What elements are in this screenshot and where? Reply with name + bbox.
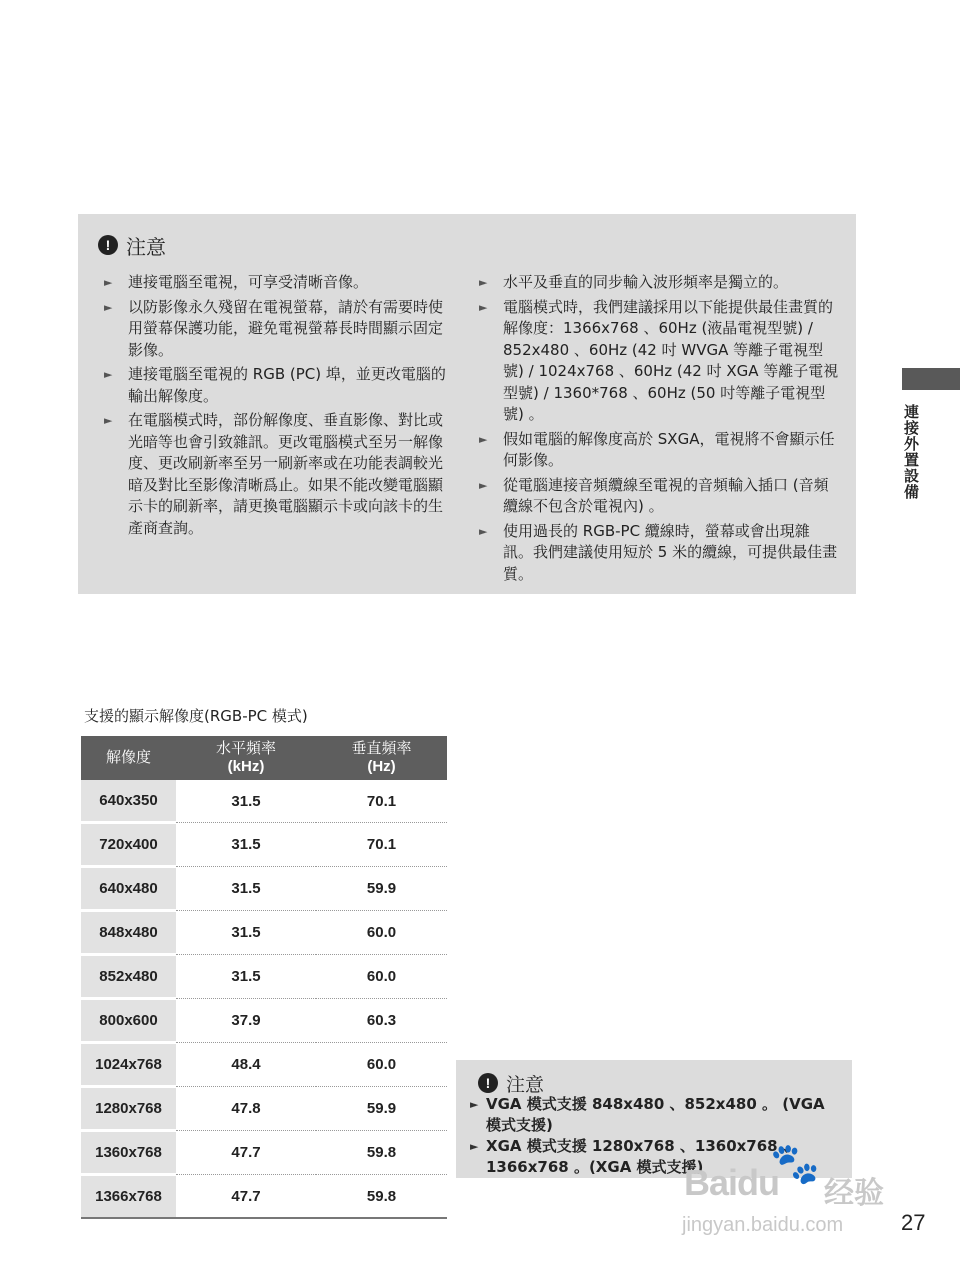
- vertical-cell: 70.1: [316, 823, 447, 867]
- table-row: [81, 999, 447, 1043]
- header-resolution: 解像度: [81, 736, 176, 780]
- table-row: [81, 1043, 447, 1087]
- table-row: [81, 1087, 447, 1131]
- table-row: [81, 823, 447, 867]
- page-number: 27: [901, 1210, 926, 1235]
- section-label: 連接外置設備: [902, 404, 920, 500]
- baidu-watermark: [682, 1140, 900, 1250]
- bullet-icon: ►: [479, 276, 488, 289]
- table-row: [81, 1131, 447, 1175]
- table-row: [81, 911, 447, 955]
- resolution-cell: 640x350: [81, 780, 176, 823]
- note-item: ► 在電腦模式時，部份解像度、垂直影像、對比或光暗等也會引致雜訊。更改電腦模式至另一解像度、更改刷新率至另一刷新率或在功能表調較光暗及對比至影像清晰爲止。如果不能改變電腦顯示卡的刷新率，請更換電腦顯示卡或向該卡的生產商查詢。: [104, 411, 444, 537]
- vertical-cell: 59.9: [316, 867, 447, 911]
- bullet-icon: ►: [479, 300, 488, 314]
- bullet-icon: ►: [104, 276, 113, 289]
- note-item: ► 假如電腦的解像度高於 SXGA，電視將不會顯示任何影像。: [479, 429, 835, 469]
- table-row: [81, 1175, 447, 1219]
- bullet-icon: ►: [470, 1098, 479, 1111]
- note-header: [478, 1070, 544, 1096]
- horizontal-cell: 47.7: [176, 1175, 316, 1219]
- resolution-cell: 848x480: [81, 911, 176, 955]
- horizontal-cell: 31.5: [176, 911, 316, 955]
- note-item: ► 連接電腦至電視的 RGB (PC) 埠，並更改電腦的輸出解像度。: [104, 365, 446, 405]
- bullet-icon: ►: [479, 478, 488, 492]
- resolution-cell: 1024x768: [81, 1043, 176, 1087]
- horizontal-cell: 31.5: [176, 867, 316, 911]
- horizontal-cell: 31.5: [176, 823, 316, 867]
- resolution-cell: 800x600: [81, 999, 176, 1043]
- paw-icon: 🐾: [770, 1142, 820, 1186]
- watermark-logo: Baidu: [684, 1162, 780, 1203]
- resolution-cell: 1366x768: [81, 1175, 176, 1219]
- resolution-cell: 640x480: [81, 867, 176, 911]
- note-title: 注意: [126, 234, 166, 259]
- horizontal-cell: 31.5: [176, 780, 316, 823]
- vertical-cell: 60.3: [316, 999, 447, 1043]
- note-item: ► 從電腦連接音頻纜線至電視的音頻輸入插口 (音頻纜線不包含於電視內) 。: [479, 475, 829, 515]
- vertical-cell: 60.0: [316, 911, 447, 955]
- section-tab-marker: [902, 368, 960, 390]
- table-row: [81, 955, 447, 999]
- note-left-list: [104, 272, 454, 542]
- note-item: ► 水平及垂直的同步輸入波形頻率是獨立的。: [479, 272, 839, 294]
- horizontal-cell: 37.9: [176, 999, 316, 1043]
- header-horizontal-frequency: 水平頻率 (kHz): [176, 736, 316, 780]
- note-item: ► VGA 模式支援 848x480 、852x480 。 (VGA 模式支援): [470, 1095, 825, 1134]
- resolution-cell: 852x480: [81, 955, 176, 999]
- bullet-icon: ►: [479, 432, 488, 446]
- vertical-cell: 59.8: [316, 1131, 447, 1175]
- vertical-cell: 70.1: [316, 780, 447, 823]
- vertical-cell: 59.9: [316, 1087, 447, 1131]
- vertical-cell: 60.0: [316, 1043, 447, 1087]
- bullet-icon: ►: [470, 1140, 479, 1153]
- resolution-cell: 1280x768: [81, 1087, 176, 1131]
- bullet-icon: ►: [104, 368, 113, 381]
- note-header: [98, 232, 166, 258]
- watermark-url: jingyan.baidu.com: [682, 1214, 844, 1236]
- table-row: [81, 780, 447, 823]
- note-item: ► 以防影像永久殘留在電視螢幕，請於有需要時使用螢幕保護功能，避免電視螢幕長時間顯示固定影像。: [104, 297, 444, 359]
- table-caption: 支援的顯示解像度(RGB-PC 模式): [84, 707, 308, 725]
- note-title: 注意: [506, 1073, 545, 1096]
- bullet-icon: ►: [104, 300, 113, 314]
- vertical-cell: 59.8: [316, 1175, 447, 1219]
- horizontal-cell: 31.5: [176, 955, 316, 999]
- exclamation-icon: !: [98, 235, 118, 255]
- horizontal-cell: 47.7: [176, 1131, 316, 1175]
- note-item: ► 電腦模式時，我們建議採用以下能提供最佳畫質的解像度：1366x768 、60Hz (液晶電視型號) / 852x480 、60Hz (42 吋 WVGA 等離子電視型號) / 1024x768 、60Hz (42 吋 XGA 等離子電視型號) / 1360*768 、60Hz (50 吋等離子電視型號) 。: [479, 297, 839, 423]
- resolution-cell: 720x400: [81, 823, 176, 867]
- note-box: [78, 214, 856, 594]
- vertical-cell: 60.0: [316, 955, 447, 999]
- watermark-cn: 经验: [824, 1177, 884, 1210]
- note-right-list: [479, 272, 839, 588]
- note-item: ► XGA 模式支援 1280x768 、1360x768 、1366x768 。(XGA 模式支援): [470, 1137, 798, 1176]
- note-item: ► 使用過長的 RGB-PC 纜線時，螢幕或會出現雜訊。我們建議使用短於 5 米的纜線，可提供最佳畫質。: [479, 521, 838, 583]
- table-header-row: [81, 736, 447, 780]
- bullet-icon: ►: [104, 414, 113, 427]
- resolution-table: [81, 736, 447, 1219]
- resolution-cell: 1360x768: [81, 1131, 176, 1175]
- horizontal-cell: 47.8: [176, 1087, 316, 1131]
- exclamation-icon: !: [478, 1073, 498, 1093]
- horizontal-cell: 48.4: [176, 1043, 316, 1087]
- note-item: ► 連接電腦至電視，可享受清晰音像。: [104, 272, 454, 294]
- bullet-icon: ►: [479, 524, 488, 538]
- table-row: [81, 867, 447, 911]
- header-vertical-frequency: 垂直頻率 (Hz): [316, 736, 447, 780]
